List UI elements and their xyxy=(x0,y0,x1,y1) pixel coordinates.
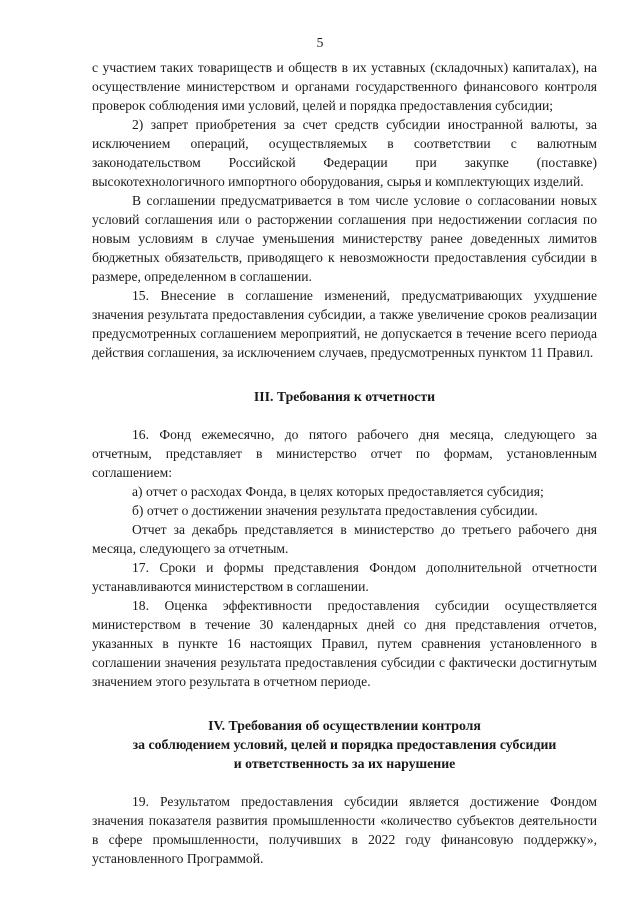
paragraph-continuation: с участием таких товариществ и обществ в их уставных (складочных) капиталах), на осуществление министерством и органами государственного финансового контроля проверок соблюдения ими условий, целей и порядка предоставления субсидии; xyxy=(92,60,597,113)
paragraph-16a: а) отчет о расходах Фонда, в целях которых предоставляется субсидия; xyxy=(132,484,544,499)
paragraph-15: 15. Внесение в соглашение изменений, предусматривающих ухудшение значения результата предоставления субсидии, а также увеличение сроков реализации предусмотренных соглашением мероприятий, не допускается в течение всего периода действия соглашения, за исключением случаев, предусмотренных пунктом 11 Правил. xyxy=(92,288,597,360)
paragraph-16b: б) отчет о достижении значения результата предоставления субсидии. xyxy=(132,503,538,518)
section-4-title-line-3: и ответственность за их нарушение xyxy=(233,756,456,771)
paragraph-december-report: Отчет за декабрь представляется в министерство до третьего рабочего дня месяца, следующего за отчетным. xyxy=(92,522,597,556)
paragraph-item-2: 2) запрет приобретения за счет средств субсидии иностранной валюты, за исключением операций, осуществляемых в соответствии с валютным законодательством Российской Федерации при закупке (поставке) высокотехнологичного импортного оборудования, сырья и комплектующих изделий. xyxy=(92,117,597,189)
section-4-title xyxy=(92,716,597,773)
page-number: 5 xyxy=(316,35,324,50)
paragraph-17: 17. Сроки и формы представления Фондом дополнительной отчетности устанавливаются министерством в соглашении. xyxy=(92,560,597,594)
paragraph-16: 16. Фонд ежемесячно, до пятого рабочего дня месяца, следующего за отчетным, представляет в министерство отчет по формам, установленным соглашением: xyxy=(92,427,597,480)
section-3-title: III. Требования к отчетности xyxy=(253,389,436,404)
paragraph-18: 18. Оценка эффективности предоставления субсидии осуществляется министерством в течение 30 календарных дней со дня представления отчетов, указанных в пункте 16 настоящих Правил, путем сравнения установленного в соглашении значения результата предоставления субсидии с фактически достигнутым значением этого результата в отчетном периоде. xyxy=(92,598,597,689)
paragraph-19: 19. Результатом предоставления субсидии является достижение Фондом значения показателя развития промышленности «количество субъектов деятельности в сфере промышленности, получивших в 2022 году финансовую поддержку», установленного Программой. xyxy=(92,794,597,866)
document-body xyxy=(92,58,597,868)
section-4-title-line-2: за соблюдением условий, целей и порядка предоставления субсидии xyxy=(132,737,557,752)
section-4-title-line-1: IV. Требования об осуществлении контроля xyxy=(208,718,481,733)
paragraph-agreement-conditions: В соглашении предусматривается в том числе условие о согласовании новых условий соглашения или о расторжении соглашения при недостижении согласия по новым условиям в случае уменьшения министерству ранее доведенных лимитов бюджетных обязательств, приводящего к невозможности предоставления субсидии в размере, определенном в соглашении. xyxy=(92,193,597,284)
